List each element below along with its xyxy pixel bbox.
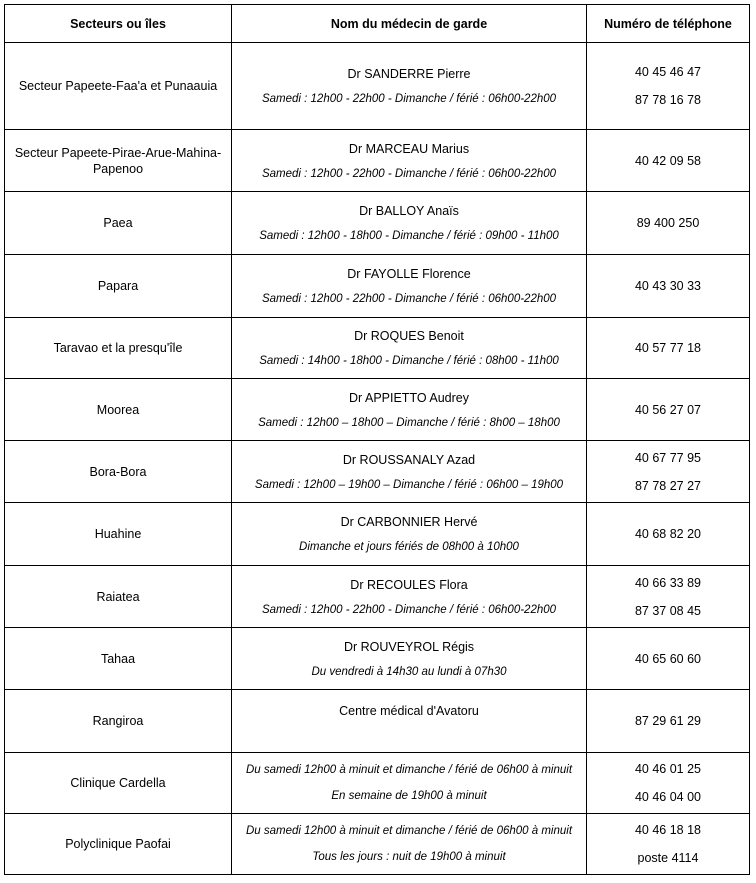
- table-row: [5, 566, 750, 628]
- doctor-cell: [232, 43, 587, 130]
- table-header-row: [5, 5, 750, 43]
- doctor-cell: [232, 379, 587, 441]
- phone-number: 40 57 77 18: [634, 341, 702, 355]
- header-phone: Numéro de téléphone: [587, 5, 750, 43]
- phone-cell: [587, 753, 750, 814]
- sector-name: Secteur Papeete-Faa'a et Punaauia: [18, 79, 218, 93]
- doctor-cell: [232, 318, 587, 379]
- duty-hours: Samedi : 12h00 - 22h00 - Dimanche / férié : 06h00-22h00: [261, 603, 557, 616]
- table-row: [5, 318, 750, 379]
- phone-cell: [587, 566, 750, 628]
- sector-name: Moorea: [96, 402, 140, 417]
- phone-number: 40 46 04 00: [634, 790, 702, 804]
- doctor-name: Dr MARCEAU Marius: [348, 141, 470, 156]
- phone-cell: [587, 130, 750, 192]
- sector-name: Taravao et la presqu'île: [53, 341, 183, 355]
- phone-cell: [587, 628, 750, 690]
- table-row: [5, 43, 750, 130]
- sector-cell: [5, 441, 232, 503]
- table-row: [5, 690, 750, 753]
- table-row: [5, 503, 750, 566]
- doctor-name: Dr RECOULES Flora: [350, 577, 468, 592]
- table-row: [5, 192, 750, 255]
- sector-cell: [5, 690, 232, 753]
- phone-cell: [587, 814, 750, 875]
- sector-name: Papara: [97, 279, 139, 293]
- phone-number: poste 4114: [637, 851, 699, 865]
- phone-number: 40 56 27 07: [634, 402, 702, 417]
- doctor-cell: [232, 192, 587, 255]
- doctor-name: Dr APPIETTO Audrey: [349, 390, 469, 405]
- phone-number: 40 68 82 20: [634, 527, 702, 541]
- sector-cell: [5, 255, 232, 318]
- sector-name: Tahaa: [100, 651, 136, 666]
- doctor-cell: [232, 753, 587, 814]
- duty-hours: En semaine de 19h00 à minuit: [331, 790, 487, 802]
- table-row: [5, 441, 750, 503]
- sector-cell: [5, 318, 232, 379]
- doctor-name: Dr SANDERRE Pierre: [347, 67, 471, 81]
- header-doctor: Nom du médecin de garde: [232, 5, 587, 43]
- doctor-name: Dr BALLOY Anaïs: [359, 204, 459, 218]
- sector-cell: [5, 503, 232, 566]
- phone-number: 87 37 08 45: [634, 603, 702, 618]
- phone-cell: [587, 318, 750, 379]
- phone-cell: [587, 503, 750, 566]
- doctor-name: Dr ROUVEYROL Régis: [343, 639, 475, 654]
- doctor-cell: [232, 503, 587, 566]
- sector-name: Raiatea: [96, 589, 140, 604]
- phone-number: 40 43 30 33: [634, 279, 702, 293]
- phone-number: 89 400 250: [636, 216, 700, 230]
- doctor-name: Dr FAYOLLE Florence: [347, 267, 471, 281]
- phone-number: 87 78 16 78: [634, 93, 702, 107]
- sector-cell: [5, 753, 232, 814]
- phone-cell: [587, 690, 750, 753]
- table-row: [5, 130, 750, 192]
- table-row: [5, 814, 750, 875]
- phone-cell: [587, 192, 750, 255]
- phone-number: 40 45 46 47: [634, 65, 702, 79]
- table-row: [5, 628, 750, 690]
- duty-hours: Samedi : 12h00 – 18h00 – Dimanche / férié : 8h00 – 18h00: [258, 416, 560, 429]
- sector-cell: [5, 814, 232, 875]
- sector-name: Rangiroa: [92, 714, 144, 728]
- sector-cell: [5, 628, 232, 690]
- phone-number: 40 42 09 58: [634, 153, 702, 168]
- header-sector: Secteurs ou îles: [5, 5, 232, 43]
- duty-hours: Du vendredi à 14h30 au lundi à 07h30: [311, 665, 507, 678]
- phone-number: 40 46 18 18: [634, 823, 702, 837]
- table-row: [5, 753, 750, 814]
- on-call-doctors-table: [4, 4, 750, 875]
- phone-number: 40 66 33 89: [634, 575, 702, 590]
- phone-cell: [587, 379, 750, 441]
- doctor-name: Centre médical d'Avatoru: [339, 704, 479, 718]
- duty-hours: Samedi : 12h00 – 19h00 – Dimanche / férié : 06h00 – 19h00: [254, 478, 564, 491]
- duty-hours: Samedi : 12h00 - 22h00 - Dimanche / férié : 06h00-22h00: [261, 167, 557, 180]
- duty-hours: Samedi : 12h00 - 22h00 - Dimanche / férié : 06h00-22h00: [261, 93, 557, 105]
- phone-number: 40 65 60 60: [634, 651, 702, 666]
- sector-name: Secteur Papeete-Pirae-Arue-Mahina-Papenoo: [14, 145, 222, 176]
- phone-cell: [587, 441, 750, 503]
- sector-cell: [5, 192, 232, 255]
- sector-cell: [5, 379, 232, 441]
- sector-cell: [5, 130, 232, 192]
- duty-hours: Samedi : 14h00 - 18h00 - Dimanche / férié : 08h00 - 11h00: [259, 355, 559, 367]
- sector-name: Huahine: [94, 527, 142, 541]
- doctor-name: Dr ROQUES Benoit: [354, 329, 464, 343]
- duty-hours: Samedi : 12h00 - 22h00 - Dimanche / férié : 06h00-22h00: [261, 293, 557, 305]
- duty-hours: Du samedi 12h00 à minuit et dimanche / férié de 06h00 à minuit: [245, 825, 573, 837]
- duty-hours: Tous les jours : nuit de 19h00 à minuit: [312, 851, 506, 863]
- phone-number: 87 78 27 27: [634, 478, 702, 493]
- sector-name: Bora-Bora: [89, 464, 147, 479]
- phone-number: 87 29 61 29: [634, 714, 702, 728]
- sector-cell: [5, 43, 232, 130]
- sector-cell: [5, 566, 232, 628]
- sector-name: Polyclinique Paofai: [65, 837, 171, 851]
- phone-cell: [587, 255, 750, 318]
- doctor-cell: [232, 814, 587, 875]
- phone-number: 40 46 01 25: [634, 762, 702, 776]
- doctor-cell: [232, 566, 587, 628]
- table-row: [5, 255, 750, 318]
- duty-hours: Du samedi 12h00 à minuit et dimanche / férié de 06h00 à minuit: [245, 764, 573, 776]
- doctor-cell: [232, 628, 587, 690]
- doctor-name: Dr ROUSSANALY Azad: [342, 452, 476, 467]
- doctor-cell: [232, 690, 587, 753]
- doctor-cell: [232, 255, 587, 318]
- doctor-name: Dr CARBONNIER Hervé: [340, 515, 478, 529]
- doctor-cell: [232, 441, 587, 503]
- phone-number: 40 67 77 95: [634, 450, 702, 465]
- phone-cell: [587, 43, 750, 130]
- duty-hours: Dimanche et jours fériés de 08h00 à 10h00: [299, 541, 519, 553]
- doctor-cell: [232, 130, 587, 192]
- table-row: [5, 379, 750, 441]
- duty-hours: Samedi : 12h00 - 18h00 - Dimanche / férié : 09h00 - 11h00: [259, 230, 559, 242]
- sector-name: Clinique Cardella: [70, 776, 166, 790]
- sector-name: Paea: [103, 216, 133, 230]
